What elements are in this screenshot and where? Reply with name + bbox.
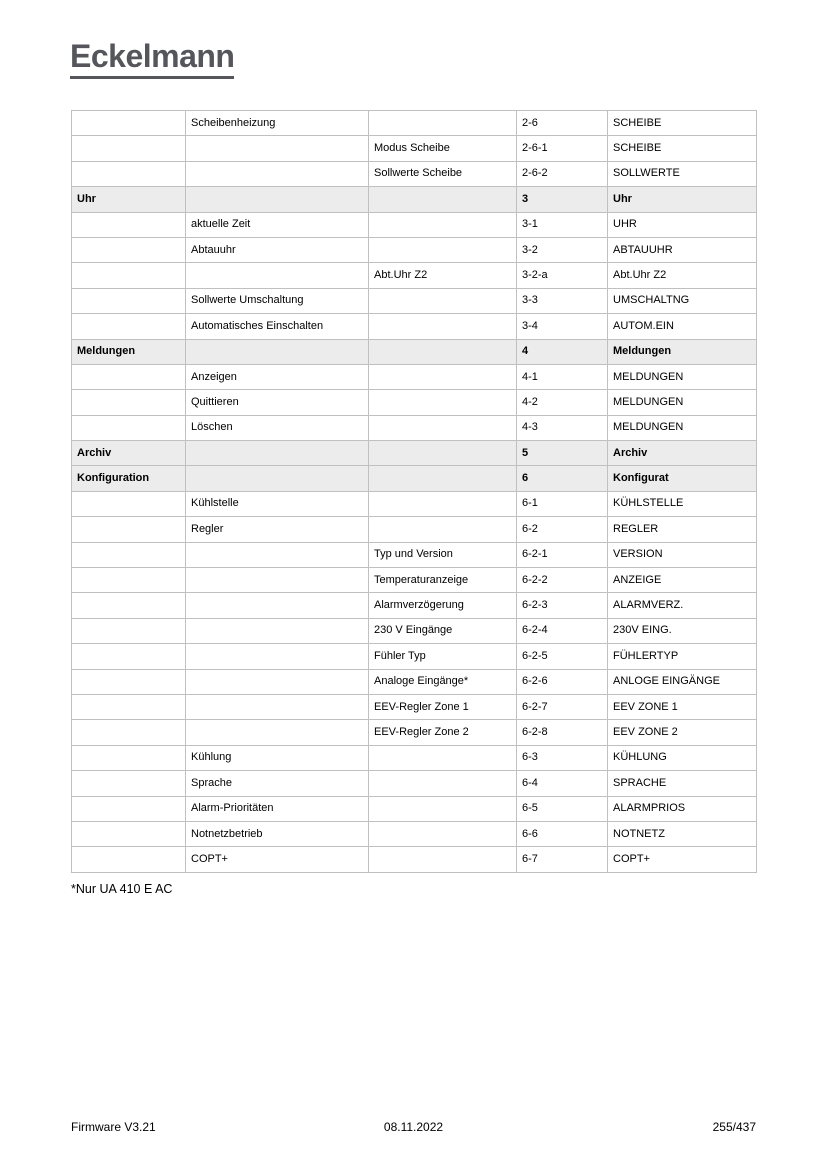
cell-level3 (369, 111, 517, 136)
menu-row (72, 720, 757, 745)
cell-code: 6-2-8 (517, 720, 608, 745)
cell-display: SOLLWERTE (608, 161, 757, 186)
menu-row (72, 314, 757, 339)
cell-level3 (369, 771, 517, 796)
cell-level2: Regler (186, 517, 369, 542)
menu-row (72, 847, 757, 872)
cell-level2 (186, 618, 369, 643)
cell-display: NOTNETZ (608, 821, 757, 846)
cell-level1 (72, 821, 186, 846)
eckelmann-logo (70, 40, 234, 79)
cell-level2: Quittieren (186, 390, 369, 415)
cell-level1: Archiv (72, 441, 186, 466)
cell-level2 (186, 694, 369, 719)
cell-code: 6-2-7 (517, 694, 608, 719)
cell-level3: Fühler Typ (369, 644, 517, 669)
footer-firmware-version: Firmware V3.21 (71, 1120, 156, 1134)
cell-level1 (72, 288, 186, 313)
cell-level3: Temperaturanzeige (369, 568, 517, 593)
cell-display: ALARMPRIOS (608, 796, 757, 821)
cell-code: 4-2 (517, 390, 608, 415)
menu-section-row (72, 187, 757, 212)
menu-row (72, 491, 757, 516)
cell-level3 (369, 821, 517, 846)
cell-display: COPT+ (608, 847, 757, 872)
cell-display: Uhr (608, 187, 757, 212)
cell-code: 6-1 (517, 491, 608, 516)
cell-level2: Automatisches Einschalten (186, 314, 369, 339)
cell-level1 (72, 847, 186, 872)
cell-display: UHR (608, 212, 757, 237)
menu-row (72, 593, 757, 618)
cell-level1 (72, 364, 186, 389)
cell-level1 (72, 136, 186, 161)
cell-code: 2-6-2 (517, 161, 608, 186)
cell-level1: Uhr (72, 187, 186, 212)
cell-level2: Anzeigen (186, 364, 369, 389)
cell-level3 (369, 187, 517, 212)
cell-display: ANLOGE EINGÄNGE (608, 669, 757, 694)
menu-row (72, 694, 757, 719)
cell-level2: Sprache (186, 771, 369, 796)
cell-display: Meldungen (608, 339, 757, 364)
menu-section-row (72, 339, 757, 364)
cell-level1 (72, 669, 186, 694)
cell-level2 (186, 263, 369, 288)
menu-structure-table (71, 110, 757, 873)
cell-display: SPRACHE (608, 771, 757, 796)
cell-display: ANZEIGE (608, 568, 757, 593)
menu-row (72, 263, 757, 288)
cell-level2 (186, 187, 369, 212)
cell-display: AUTOM.EIN (608, 314, 757, 339)
cell-level1 (72, 771, 186, 796)
cell-display: KÜHLSTELLE (608, 491, 757, 516)
footer-date: 08.11.2022 (383, 1120, 444, 1134)
cell-level1 (72, 491, 186, 516)
logo-underline (70, 76, 234, 79)
cell-code: 4-3 (517, 415, 608, 440)
cell-display: EEV ZONE 1 (608, 694, 757, 719)
cell-level1 (72, 618, 186, 643)
menu-row (72, 669, 757, 694)
menu-row (72, 568, 757, 593)
cell-level3: 230 V Eingänge (369, 618, 517, 643)
cell-level2: Kühlstelle (186, 491, 369, 516)
cell-level3 (369, 415, 517, 440)
cell-code: 6-2-5 (517, 644, 608, 669)
cell-level2 (186, 136, 369, 161)
cell-level3: Alarmverzögerung (369, 593, 517, 618)
cell-level1 (72, 542, 186, 567)
cell-code: 2-6 (517, 111, 608, 136)
cell-level2 (186, 441, 369, 466)
menu-row (72, 111, 757, 136)
cell-level1: Konfiguration (72, 466, 186, 491)
cell-level1 (72, 263, 186, 288)
cell-code: 3-3 (517, 288, 608, 313)
cell-level3: Abt.Uhr Z2 (369, 263, 517, 288)
cell-level2 (186, 720, 369, 745)
menu-section-row (72, 441, 757, 466)
cell-level1 (72, 593, 186, 618)
cell-level3 (369, 441, 517, 466)
cell-level2 (186, 644, 369, 669)
cell-level2: Sollwerte Umschaltung (186, 288, 369, 313)
cell-level2 (186, 593, 369, 618)
cell-level3 (369, 466, 517, 491)
cell-code: 3-2-a (517, 263, 608, 288)
cell-level3 (369, 847, 517, 872)
cell-display: EEV ZONE 2 (608, 720, 757, 745)
cell-level2 (186, 542, 369, 567)
cell-level3 (369, 491, 517, 516)
cell-level2: aktuelle Zeit (186, 212, 369, 237)
page-footer (71, 1120, 756, 1136)
cell-display: VERSION (608, 542, 757, 567)
cell-level1 (72, 796, 186, 821)
cell-level1 (72, 415, 186, 440)
cell-level3: Modus Scheibe (369, 136, 517, 161)
cell-display: FÜHLERTYP (608, 644, 757, 669)
cell-display: SCHEIBE (608, 136, 757, 161)
cell-code: 6-2-6 (517, 669, 608, 694)
cell-level3 (369, 517, 517, 542)
cell-display: MELDUNGEN (608, 390, 757, 415)
cell-display: 230V EING. (608, 618, 757, 643)
cell-display: KÜHLUNG (608, 745, 757, 770)
cell-display: UMSCHALTNG (608, 288, 757, 313)
cell-display: REGLER (608, 517, 757, 542)
footer-page-number: 255/437 (712, 1120, 756, 1134)
cell-level1 (72, 694, 186, 719)
cell-code: 6-2-4 (517, 618, 608, 643)
cell-display: Archiv (608, 441, 757, 466)
cell-level2: Scheibenheizung (186, 111, 369, 136)
cell-level1: Meldungen (72, 339, 186, 364)
cell-code: 4 (517, 339, 608, 364)
cell-level1 (72, 644, 186, 669)
cell-level3: EEV-Regler Zone 1 (369, 694, 517, 719)
cell-level2 (186, 669, 369, 694)
cell-level1 (72, 111, 186, 136)
menu-row (72, 618, 757, 643)
cell-code: 6-2-3 (517, 593, 608, 618)
cell-level2: Alarm-Prioritäten (186, 796, 369, 821)
menu-row (72, 796, 757, 821)
menu-row (72, 288, 757, 313)
cell-level2: COPT+ (186, 847, 369, 872)
menu-row (72, 237, 757, 262)
menu-row (72, 415, 757, 440)
cell-level3 (369, 212, 517, 237)
menu-section-row (72, 466, 757, 491)
cell-level3 (369, 796, 517, 821)
menu-row (72, 771, 757, 796)
menu-row (72, 821, 757, 846)
cell-code: 6-5 (517, 796, 608, 821)
cell-code: 4-1 (517, 364, 608, 389)
cell-level3: Sollwerte Scheibe (369, 161, 517, 186)
menu-row (72, 364, 757, 389)
cell-level1 (72, 212, 186, 237)
footnote: *Nur UA 410 E AC (71, 882, 173, 896)
cell-display: ALARMVERZ. (608, 593, 757, 618)
cell-level3 (369, 364, 517, 389)
cell-display: ABTAUUHR (608, 237, 757, 262)
cell-level2 (186, 466, 369, 491)
cell-level3: Analoge Eingänge* (369, 669, 517, 694)
cell-level1 (72, 161, 186, 186)
cell-display: MELDUNGEN (608, 415, 757, 440)
cell-level1 (72, 568, 186, 593)
cell-code: 3-1 (517, 212, 608, 237)
menu-row (72, 212, 757, 237)
cell-level3 (369, 390, 517, 415)
cell-level1 (72, 314, 186, 339)
menu-row (72, 161, 757, 186)
cell-level2 (186, 339, 369, 364)
cell-code: 6-4 (517, 771, 608, 796)
cell-level3: Typ und Version (369, 542, 517, 567)
cell-level1 (72, 237, 186, 262)
cell-level2: Notnetzbetrieb (186, 821, 369, 846)
cell-level3 (369, 314, 517, 339)
menu-row (72, 390, 757, 415)
cell-level2: Abtauuhr (186, 237, 369, 262)
menu-row (72, 542, 757, 567)
cell-level3 (369, 237, 517, 262)
cell-code: 3-2 (517, 237, 608, 262)
cell-code: 6-2-2 (517, 568, 608, 593)
cell-code: 2-6-1 (517, 136, 608, 161)
cell-code: 6-7 (517, 847, 608, 872)
logo-text: Eckelmann (70, 38, 235, 74)
cell-code: 6-3 (517, 745, 608, 770)
menu-row (72, 745, 757, 770)
cell-level3 (369, 288, 517, 313)
cell-code: 6-2-1 (517, 542, 608, 567)
cell-level2 (186, 161, 369, 186)
menu-row (72, 644, 757, 669)
cell-level1 (72, 517, 186, 542)
cell-level2: Löschen (186, 415, 369, 440)
cell-code: 3-4 (517, 314, 608, 339)
cell-level3 (369, 339, 517, 364)
cell-level3 (369, 745, 517, 770)
cell-code: 6-6 (517, 821, 608, 846)
cell-code: 6-2 (517, 517, 608, 542)
cell-level1 (72, 720, 186, 745)
cell-code: 3 (517, 187, 608, 212)
menu-row (72, 517, 757, 542)
cell-level2: Kühlung (186, 745, 369, 770)
cell-level1 (72, 745, 186, 770)
cell-display: Abt.Uhr Z2 (608, 263, 757, 288)
cell-level3: EEV-Regler Zone 2 (369, 720, 517, 745)
cell-display: MELDUNGEN (608, 364, 757, 389)
cell-display: Konfigurat (608, 466, 757, 491)
cell-code: 6 (517, 466, 608, 491)
cell-level2 (186, 568, 369, 593)
cell-level1 (72, 390, 186, 415)
cell-code: 5 (517, 441, 608, 466)
cell-display: SCHEIBE (608, 111, 757, 136)
menu-row (72, 136, 757, 161)
